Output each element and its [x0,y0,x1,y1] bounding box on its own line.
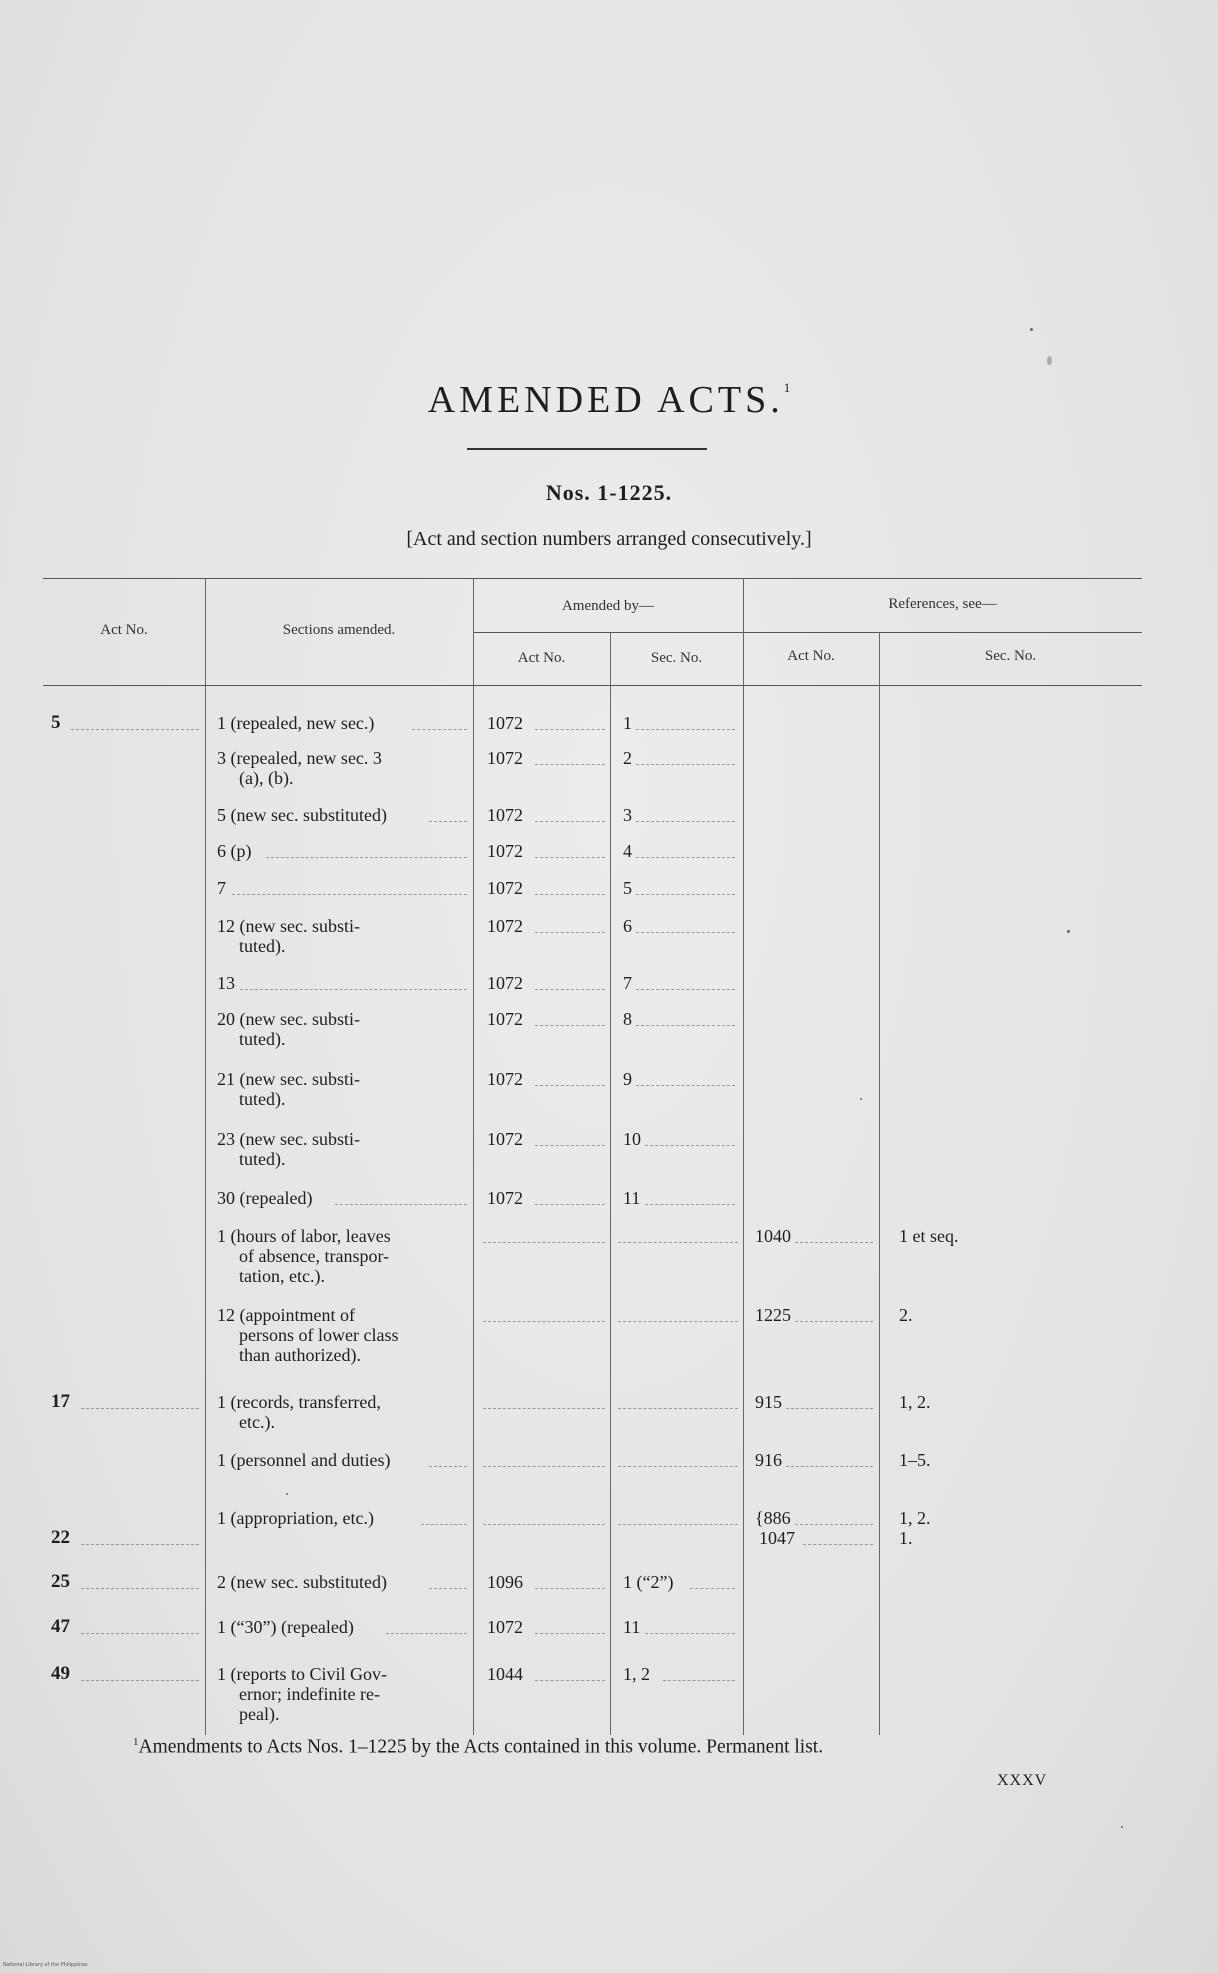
amended-by-act-no: 1044 [487,1664,523,1684]
amended-by-act-no: 1096 [487,1572,523,1592]
section-amended: tuted). [239,1089,286,1109]
leader-dots [483,1242,605,1243]
section-amended: 20 (new sec. substi- [217,1009,360,1029]
header-sections-amended: Sections amended. [282,622,396,638]
col-divider-4 [743,578,744,1735]
amended-by-act-no: 1072 [487,1129,523,1149]
amended-by-act-no: 1072 [487,805,523,825]
reference-sec-no: 1, 2. [899,1508,931,1528]
section-amended: 23 (new sec. substi- [217,1129,360,1149]
reference-act-no: 1225 [755,1305,791,1325]
amended-by-act-no: 1072 [487,1188,523,1208]
leader-dots [535,821,605,822]
reference-sec-no: 1 et seq. [899,1226,959,1246]
leader-dots [535,729,605,730]
section-amended: 7 [217,878,226,898]
reference-act-no: {886 [755,1508,791,1528]
header-ref-sec-no: Sec. No. [984,648,1037,664]
section-amended: tuted). [239,936,286,956]
leader-dots [535,1145,605,1146]
header-amended-sec-no: Sec. No. [650,650,703,666]
section-amended: 1 (appropriation, etc.) [217,1508,374,1528]
header-amended-act-no: Act No. [517,650,566,666]
leader-dots [645,1204,735,1205]
reference-act-no: 915 [755,1392,782,1412]
title-rule [467,448,707,450]
leader-dots [535,1588,605,1589]
leader-dots [535,857,605,858]
footnote-mark: 1 [133,1736,139,1748]
page-number: XXXV [997,1772,1048,1789]
reference-sec-no: 2. [899,1305,913,1325]
leader-dots [535,1085,605,1086]
leader-dots [81,1680,199,1681]
header-act-no: Act No. [100,622,148,638]
leader-dots [636,1025,735,1026]
reference-act-no: 1047 [759,1528,795,1548]
section-amended: 5 (new sec. substituted) [217,805,387,825]
col-divider-2 [473,578,474,1735]
leader-dots [535,989,605,990]
leader-dots [535,1025,605,1026]
section-amended: peal). [239,1704,280,1724]
amended-by-sec-no: 4 [623,841,632,861]
act-number: 25 [51,1571,70,1592]
reference-sec-no: 1–5. [899,1450,931,1470]
leader-dots [429,821,467,822]
scan-speck [1067,930,1070,933]
leader-dots [535,1633,605,1634]
leader-dots [618,1524,738,1525]
scan-speck [860,1098,862,1100]
amended-by-sec-no: 11 [623,1617,641,1637]
leader-dots [240,989,467,990]
scan-speck [286,1493,288,1495]
amended-by-act-no: 1072 [487,1617,523,1637]
leader-dots [81,1408,199,1409]
section-amended: 1 (personnel and duties) [217,1450,391,1470]
leader-dots [81,1588,199,1589]
scan-speck [1030,328,1033,331]
subtitle: Nos. 1-1225. [545,480,673,505]
leader-dots [483,1466,605,1467]
leader-dots [81,1633,199,1634]
section-amended: 12 (appointment of [217,1305,355,1325]
leader-dots [81,1544,199,1545]
title-text: AMENDED ACTS. [427,379,784,421]
leader-dots [795,1242,873,1243]
leader-dots [71,729,199,730]
amended-by-act-no: 1072 [487,916,523,936]
section-amended: 1 (“30”) (repealed) [217,1617,354,1637]
section-amended: 1 (records, transferred, [217,1392,381,1412]
leader-dots [636,821,735,822]
leader-dots [535,764,605,765]
scan-credit: National Library of the Philippines [3,1962,88,1968]
leader-dots [618,1408,738,1409]
amended-by-sec-no: 5 [623,878,632,898]
leader-dots [636,1085,735,1086]
act-number: 17 [51,1391,70,1412]
leader-dots [786,1408,873,1409]
amended-by-act-no: 1072 [487,748,523,768]
arrangement-note: [Act and section numbers arranged consecutively.] [406,528,812,550]
header-references: References, see— [888,596,997,612]
amended-by-sec-no: 1 (“2”) [623,1572,674,1592]
section-amended: of absence, transpor- [239,1246,390,1266]
leader-dots [795,1321,873,1322]
leader-dots [663,1680,735,1681]
table-top-rule [43,578,1142,579]
footnote-text: Amendments to Acts Nos. 1–1225 by the Acts contained in this volume. Permanent list. [138,1736,824,1758]
amended-by-act-no: 1072 [487,973,523,993]
leader-dots [636,989,735,990]
leader-dots [535,1680,605,1681]
amended-by-sec-no: 2 [623,748,632,768]
amended-by-sec-no: 7 [623,973,632,993]
amended-by-sec-no: 6 [623,916,632,936]
leader-dots [645,1145,735,1146]
leader-dots [535,932,605,933]
reference-act-no: 1040 [755,1226,791,1246]
amended-by-sec-no: 1, 2 [623,1664,650,1684]
amended-by-act-no: 1072 [487,878,523,898]
section-amended: 1 (reports to Civil Gov- [217,1664,387,1684]
amended-by-sec-no: 3 [623,805,632,825]
section-amended: 13 [217,973,235,993]
section-amended: 6 (p) [217,841,252,861]
section-amended: tation, etc.). [239,1266,325,1286]
leader-dots [636,857,735,858]
leader-dots [618,1321,738,1322]
leader-dots [535,1204,605,1205]
section-amended: tuted). [239,1029,286,1049]
leader-dots [795,1524,873,1525]
reference-act-no: 916 [755,1450,782,1470]
leader-dots [429,1588,467,1589]
act-number: 49 [51,1663,70,1684]
section-amended: tuted). [239,1149,286,1169]
amended-by-sec-no: 9 [623,1069,632,1089]
group-header-rule [473,632,1142,633]
reference-sec-no: 1, 2. [899,1392,931,1412]
section-amended: persons of lower class [239,1325,399,1345]
section-amended: than authorized). [239,1345,361,1365]
leader-dots [786,1466,873,1467]
leader-dots [636,729,735,730]
amended-by-sec-no: 8 [623,1009,632,1029]
scan-speck [1047,356,1052,365]
reference-sec-no: 1. [899,1528,913,1548]
section-amended: etc.). [239,1412,275,1432]
leader-dots [335,1204,467,1205]
section-amended: 12 (new sec. substi- [217,916,360,936]
leader-dots [690,1588,735,1589]
section-amended: 1 (repealed, new sec.) [217,713,375,733]
section-amended: (a), (b). [239,768,294,788]
leader-dots [645,1633,735,1634]
amended-by-sec-no: 1 [623,713,632,733]
section-amended: 2 (new sec. substituted) [217,1572,387,1592]
leader-dots [483,1321,605,1322]
leader-dots [636,932,735,933]
amended-by-act-no: 1072 [487,1069,523,1089]
title-footnote-mark: 1 [783,380,791,395]
act-number: 5 [51,712,61,733]
col-divider-5 [879,632,880,1735]
section-amended: 1 (hours of labor, leaves [217,1226,391,1246]
scan-speck [1121,1826,1123,1828]
section-amended: 30 (repealed) [217,1188,313,1208]
section-amended: 3 (repealed, new sec. 3 [217,748,382,768]
leader-dots [803,1544,873,1545]
leader-dots [266,857,467,858]
amended-by-sec-no: 11 [623,1188,641,1208]
section-amended: 21 (new sec. substi- [217,1069,360,1089]
leader-dots [535,894,605,895]
leader-dots [483,1408,605,1409]
page-title [0,378,1218,422]
leader-dots [421,1524,467,1525]
header-amended-by: Amended by— [561,598,655,614]
leader-dots [618,1466,738,1467]
amended-by-act-no: 1072 [487,713,523,733]
amended-by-act-no: 1072 [487,841,523,861]
leader-dots [636,764,735,765]
leader-dots [386,1633,467,1634]
leader-dots [636,894,735,895]
act-number: 47 [51,1616,70,1637]
header-ref-act-no: Act No. [787,648,835,664]
leader-dots [232,894,467,895]
leader-dots [483,1524,605,1525]
amended-acts-table [43,578,1142,1735]
amended-by-sec-no: 10 [623,1129,641,1149]
header-bottom-rule [43,685,1142,686]
leader-dots [618,1242,738,1243]
amended-by-act-no: 1072 [487,1009,523,1029]
leader-dots [429,1466,467,1467]
leader-dots [412,729,467,730]
footnote [133,1736,1063,1759]
col-divider-1 [205,578,206,1735]
section-amended: ernor; indefinite re- [239,1684,380,1704]
col-divider-3 [610,632,611,1735]
act-number: 22 [51,1527,70,1548]
